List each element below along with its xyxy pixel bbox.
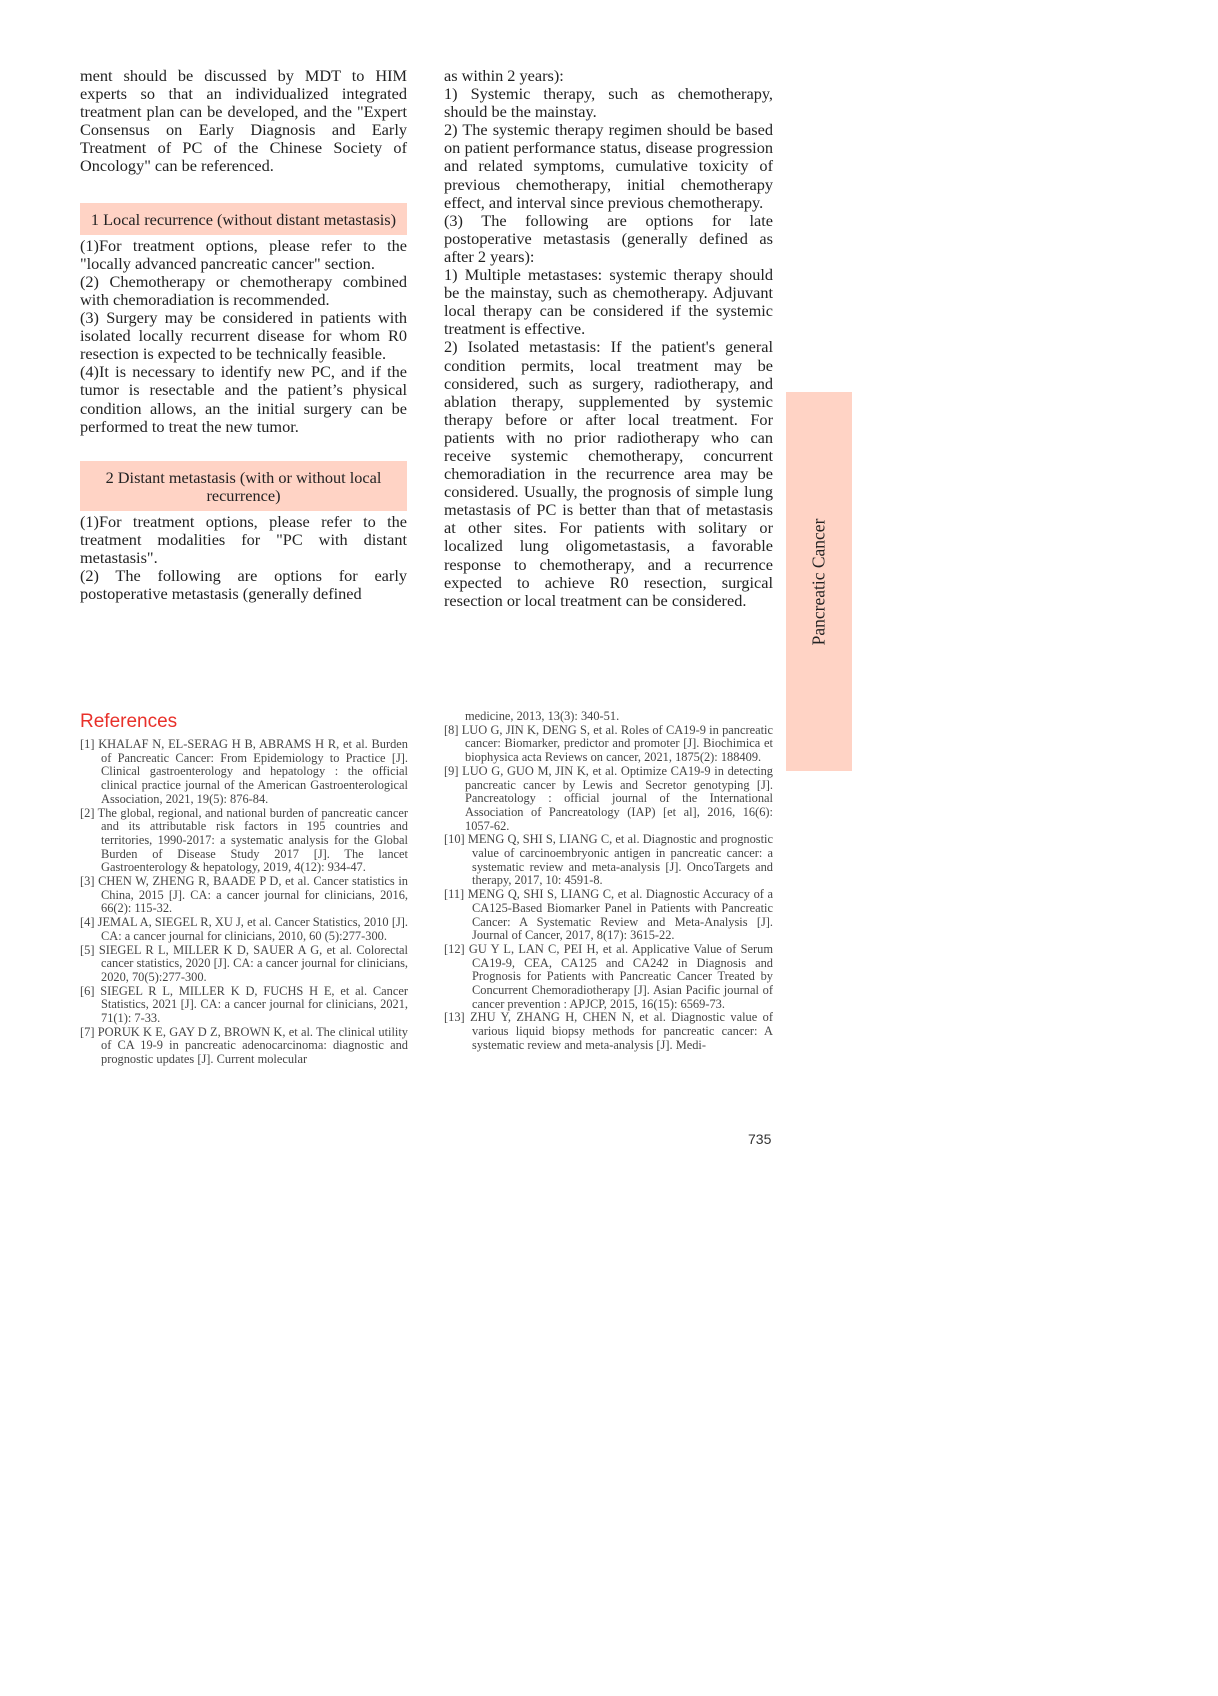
reference-item: [1] KHALAF N, EL-SERAG H B, ABRAMS H R, et al. Burden of Pancreatic Cancer: From Epidemiology to Practice [J]. Clinical gastroenterology and hepatology : the official clinical practice journal of the American Gastroenterological Association, 2021, 19(5): 876-84. [80, 737, 408, 806]
reference-continuation: medicine, 2013, 13(3): 340-51. [465, 709, 620, 723]
list-item: (1)For treatment options, please refer to the treatment modalities for "PC with distant metastasis". [80, 511, 407, 568]
list-item: (2) The following are options for early postoperative metastasis (generally defined [80, 566, 407, 604]
paragraph: 2) Isolated metastasis: If the patient's general condition permits, local treatment may be considered, such as surgery, radiotherapy, and ablation therapy, supplemented by systemic therapy before or after local treatment. For patients with no prior radiotherapy who can receive systemic chemotherapy, concurrent chemoradiation in the recurrence area may be considered. Usually, the prognosis of simple lung metastasis of PC is better than that of metastasis at other sites. For patients with solitary or localized lung oligometastasis, a favorable response to chemotherapy, and a recurrence expected to achieve R0 resection, surgical resection or local treatment can be considered. [444, 337, 773, 610]
reference-item: [2] The global, regional, and national burden of pancreatic cancer and its attributable risk factors in 195 countries and territories, 1990-2017: a systematic analysis for the Global Burden of Disease Study 2017 [J]. The lancet Gastroenterology & hepatology, 2019, 4(12): 934-47. [80, 805, 408, 875]
list-item: (3) Surgery may be considered in patients with isolated locally recurrent disease for whom R0 resection is expected to be technically feasible. [80, 308, 407, 364]
section-tab-sidebar [786, 392, 852, 771]
reference-item: [10] MENG Q, SHI S, LIANG C, et al. Diagnostic and prognostic value of carcinoembryonic antigen in pancreatic cancer: a systematic review and meta-analysis [J]. OncoTargets and therapy, 2017, 10: 4591-8. [444, 832, 773, 888]
section-heading-distant-metastasis: 2 Distant metastasis (with or without local recurrence) [80, 461, 407, 511]
reference-item: [12] GU Y L, LAN C, PEI H, et al. Applicative Value of Serum CA19-9, CEA, CA125 and CA242 in Diagnosis and Prognosis for Patients with Pancreatic Cancer Treated by Concurrent Chemoradiotherapy [J]. Asian Pacific journal of cancer prevention : APJCP, 2015, 16(15): 6569-73. [444, 941, 773, 1011]
references-heading: References [80, 711, 178, 732]
reference-item: [9] LUO G, GUO M, JIN K, et al. Optimize CA19-9 in detecting pancreatic cancer by Lewis and Secretor genotyping [J]. Pancreatology : official journal of the International Association of Pancreatology (IAP) [et al], 2016, 16(6): 1057-62. [444, 763, 773, 833]
page-number: 735 [748, 1131, 772, 1147]
reference-item: [11] MENG Q, SHI S, LIANG C, et al. Diagnostic Accuracy of a CA125-Based Biomarker Panel in Patients with Pancreatic Cancer: A Systematic Review and Meta-Analysis [J]. Journal of Cancer, 2017, 8(17): 3615-22. [444, 887, 773, 943]
reference-item: [4] JEMAL A, SIEGEL R, XU J, et al. Cancer Statistics, 2010 [J]. CA: a cancer journal for clinicians, 2010, 60 (5):277-300. [80, 915, 408, 943]
list-item: (2) Chemotherapy or chemotherapy combined with chemoradiation is recommended. [80, 271, 407, 309]
reference-item: [8] LUO G, JIN K, DENG S, et al. Roles of CA19-9 in pancreatic cancer: Biomarker, predictor and promoter [J]. Biochimica et biophysica acta Reviews on cancer, 2021, 1875(2): 188409. [444, 722, 773, 765]
left-text-column [80, 67, 407, 603]
list-item: (4)It is necessary to identify new PC, and if the tumor is resectable and the patient’s physical condition allows, an the initial surgery can be performed to treat the new tumor. [80, 362, 407, 436]
reference-item: [6] SIEGEL R L, MILLER K D, FUCHS H E, et al. Cancer Statistics, 2021 [J]. CA: a cancer journal for clinicians, 2021, 71(1): 7-33. [80, 983, 408, 1026]
section-heading-local-recurrence: 1 Local recurrence (without distant metastasis) [80, 203, 407, 235]
paragraph: 1) Systemic therapy, such as chemotherapy, should be the mainstay. [444, 84, 773, 122]
reference-item: [5] SIEGEL R L, MILLER K D, SAUER A G, et al. Colorectal cancer statistics, 2020 [J]. CA: a cancer journal for clinicians, 2020, 70(5):277-300. [80, 942, 408, 984]
reference-item: [7] PORUK K E, GAY D Z, BROWN K, et al. The clinical utility of CA 19-9 in pancreatic adenocarcinoma: diagnostic and prognostic updates [J]. Current molecular [80, 1024, 408, 1067]
list-item: (1)For treatment options, please refer to the "locally advanced pancreatic cancer" section. [80, 235, 407, 273]
sidebar-label: Pancreatic Cancer [808, 518, 829, 645]
paragraph: 2) The systemic therapy regimen should be based on patient performance status, disease progression and related symptoms, cumulative toxicity of previous chemotherapy, initial chemotherapy effect, and interval since previous chemotherapy. [444, 120, 773, 212]
references-right-column [444, 710, 773, 1053]
paragraph: as within 2 years): [444, 66, 564, 85]
paragraph: 1) Multiple metastases: systemic therapy should be the mainstay, such as chemotherapy. Adjuvant local therapy can be considered if the systemic treatment is effective. [444, 265, 773, 339]
references-left-column [80, 738, 408, 1067]
reference-item: [13] ZHU Y, ZHANG H, CHEN N, et al. Diagnostic value of various liquid biopsy methods for pancreatic cancer: A systematic review and meta-analysis [J]. Medi- [444, 1010, 773, 1052]
right-text-column [444, 67, 773, 610]
reference-item: [3] CHEN W, ZHENG R, BAADE P D, et al. Cancer statistics in China, 2015 [J]. CA: a cancer journal for clinicians, 2016, 66(2): 115-32. [80, 874, 408, 916]
paragraph: (3) The following are options for late postoperative metastasis (generally defined as after 2 years): [444, 210, 773, 266]
intro-paragraph: ment should be discussed by MDT to HIM experts so that an individualized integrated treatment plan can be developed, and the "Expert Consensus on Early Diagnosis and Early Treatment of PC of the Chinese Society of Oncology" can be referenced. [80, 66, 407, 176]
